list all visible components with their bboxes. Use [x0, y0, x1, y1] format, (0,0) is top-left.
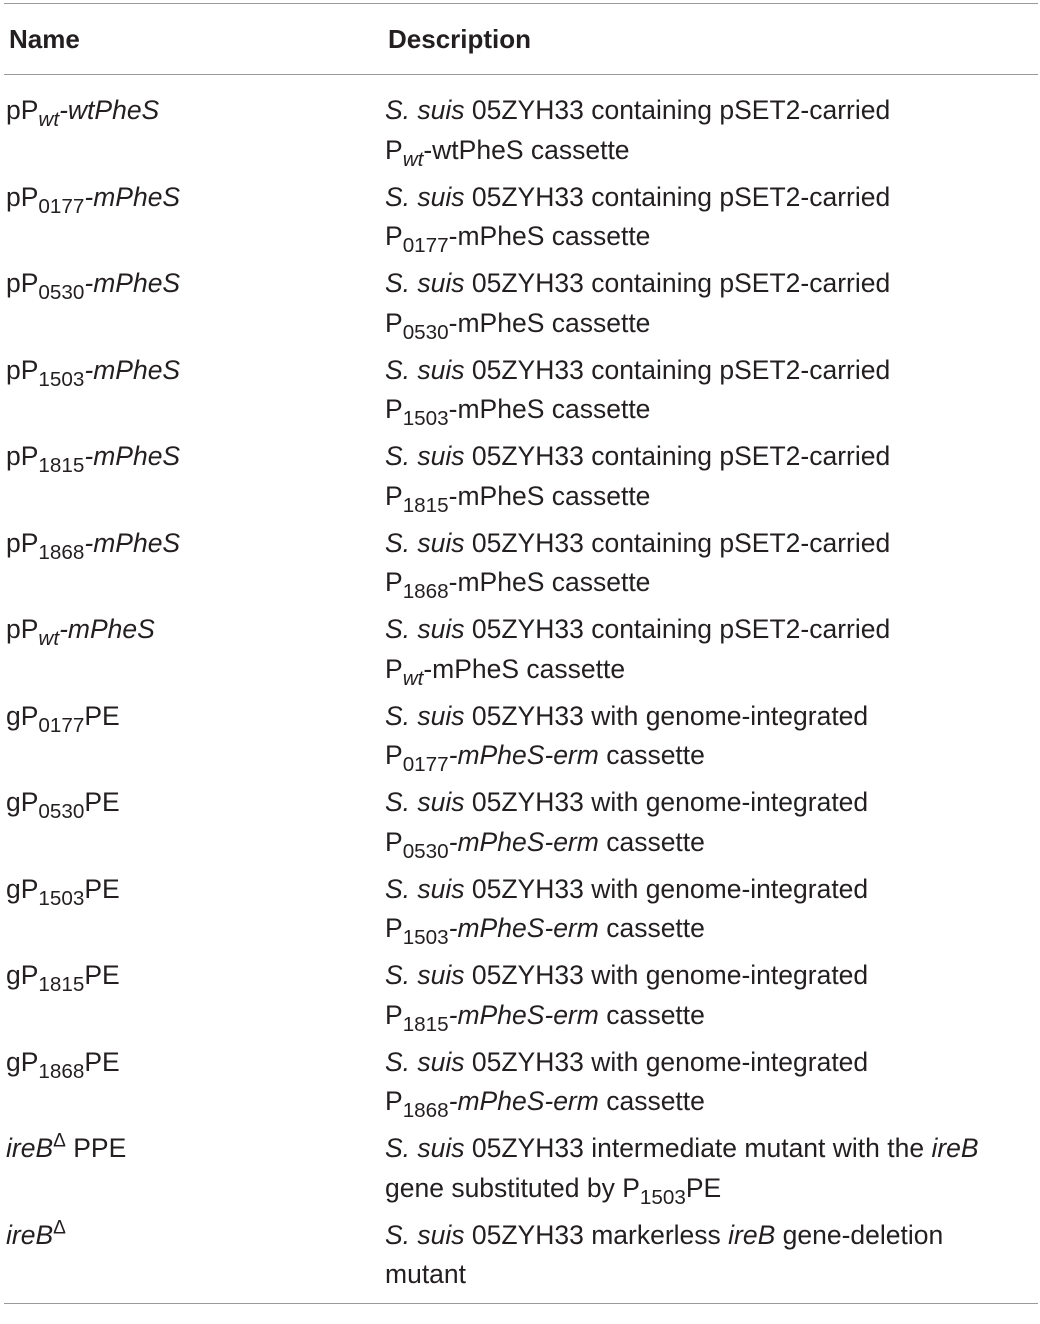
- table-body: [4, 75, 1038, 1295]
- strain-description: S. suis 05ZYH33 containing pSET2-carried $P_{1503}$-mPheS cassette: [385, 354, 891, 431]
- table-row: [4, 91, 1038, 170]
- table-row: [4, 956, 1038, 1035]
- strain-description: S. suis 05ZYH33 with genome-integrated $P_{1868}-mPheS$-erm cassette: [385, 1046, 869, 1123]
- table-row: [4, 870, 1038, 949]
- strain-description: S. suis 05ZYH33 containing pSET2-carried $P_{0530}$-mPheS cassette: [385, 268, 891, 344]
- strain-name: $gP_{0530}PE$: [6, 787, 120, 824]
- table-bottom-rule: [4, 1303, 1038, 1304]
- strain-description: S. suis 05ZYH33 with genome-integrated $P_{0177}-mPheS$-erm cassette: [385, 700, 869, 777]
- table-row: [4, 264, 1038, 343]
- table-row: [4, 524, 1038, 603]
- strain-description: S. suis 05ZYH33 intermediate mutant with the ireB gene substituted by $P_{1503}PE$: [385, 1133, 979, 1209]
- strain-description: S. suis 05ZYH33 with genome-integrated $P_{0530}-mPheS$-erm cassette: [385, 787, 869, 863]
- header-name: Name: [9, 23, 80, 54]
- strain-name: $gP_{1868}PE$: [6, 1046, 120, 1083]
- strain-description: S. suis 05ZYH33 containing pSET2-carried $P_{1868}$-mPheS cassette: [385, 527, 891, 604]
- strain-name: $pP_{wt}$-mPheS: [6, 614, 155, 651]
- strain-description: S. suis 05ZYH33 with genome-integrated $P_{1815}-mPheS$-erm cassette: [385, 960, 869, 1036]
- table-row: [4, 783, 1038, 862]
- table-row: [4, 351, 1038, 430]
- strain-description: S. suis 05ZYH33 containing pSET2-carried $P_{1815}$-mPheS cassette: [385, 441, 891, 517]
- table-row: [4, 610, 1038, 689]
- table-row: [4, 697, 1038, 776]
- strain-name: $pP_{wt}$-wtPheS: [6, 95, 160, 132]
- table-row: [4, 1216, 1038, 1295]
- strain-name: $pP_{1815}$-mPheS: [6, 441, 181, 478]
- strain-name: $gP_{0177}PE$: [6, 700, 120, 737]
- table-row: [4, 1129, 1038, 1208]
- strain-name: $pP_{1503}$-mPheS: [6, 354, 181, 391]
- strain-name: $pP_{0530}$-mPheS: [6, 268, 181, 305]
- strain-name: $pP_{0177}$-mPheS: [6, 181, 181, 218]
- strain-description: S. suis 05ZYH33 containing pSET2-carried $P_{wt}$-mPheS cassette: [385, 614, 891, 690]
- strain-name: ireB$^\Delta$ PPE: [6, 1130, 127, 1163]
- strain-description: S. suis 05ZYH33 with genome-integrated $P_{1503}-mPheS$-erm cassette: [385, 873, 869, 950]
- strain-name: ireB$^\Delta$: [6, 1217, 66, 1250]
- strain-description: S. suis 05ZYH33 containing pSET2-carried $P_{0177}$-mPheS cassette: [385, 181, 891, 258]
- header-description: Description: [388, 23, 532, 54]
- table-row: [4, 1043, 1038, 1122]
- strain-name: $pP_{1868}$-mPheS: [6, 527, 181, 564]
- strain-table: [4, 3, 1038, 1304]
- table-row: [4, 437, 1038, 516]
- strain-name: $gP_{1503}PE$: [6, 873, 120, 910]
- strain-description: S. suis 05ZYH33 markerless ireB gene-deletion mutant: [385, 1219, 944, 1289]
- strain-name: $gP_{1815}PE$: [6, 960, 120, 997]
- table-header: [4, 4, 1038, 74]
- table-row: [4, 178, 1038, 257]
- strain-description: S. suis 05ZYH33 containing pSET2-carried $P_{wt}$-wtPheS cassette: [385, 95, 891, 171]
